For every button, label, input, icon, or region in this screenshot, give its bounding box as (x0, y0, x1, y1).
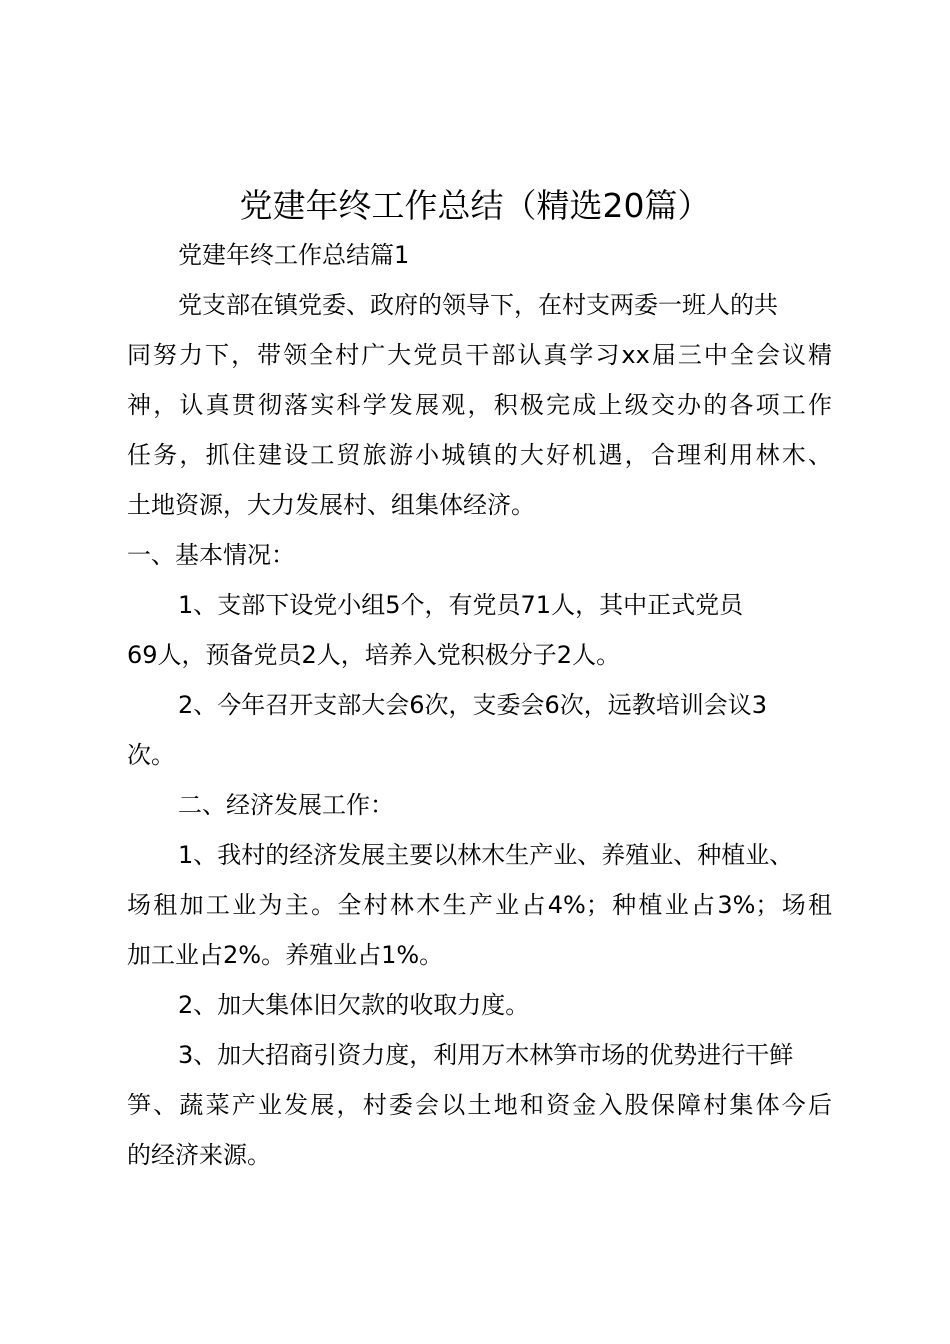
paragraph-line: 笋、蔬菜产业发展，村委会以土地和资金入股保障村集体今后 (127, 1091, 832, 1119)
paragraph-line: 2、今年召开支部大会6次，支委会6次，远教培训会议3 (178, 691, 768, 719)
paragraph-line: 党支部在镇党委、政府的领导下，在村支两委一班人的共 (178, 291, 778, 319)
section-heading: 一、基本情况： (127, 541, 295, 569)
paragraph-line: 次。 (127, 741, 175, 769)
paragraph-line: 神，认真贯彻落实科学发展观，积极完成上级交办的各项工作 (127, 391, 832, 419)
paragraph-line: 1、支部下设党小组5个，有党员71人，其中正式党员 (178, 591, 744, 619)
paragraph-line: 3、加大招商引资力度，利用万木林笋市场的优势进行干鲜 (178, 1041, 794, 1069)
paragraph-line: 69人，预备党员2人，培养入党积极分子2人。 (127, 641, 621, 669)
paragraph-line: 2、加大集体旧欠款的收取力度。 (178, 991, 530, 1019)
paragraph-line: 场租加工业为主。全村林木生产业占4%；种植业占3%；场租 (127, 891, 832, 919)
paragraph-line: 1、我村的经济发展主要以林木生产业、养殖业、种植业、 (178, 841, 794, 869)
paragraph-line: 同努力下，带领全村广大党员干部认真学习xx届三中全会议精 (127, 341, 832, 369)
paragraph-line: 加工业占2%。养殖业占1%。 (127, 941, 444, 969)
section-heading: 二、经济发展工作： (178, 791, 394, 819)
paragraph-line: 任务，抓住建设工贸旅游小城镇的大好机遇，合理利用林木、 (127, 441, 832, 469)
paragraph-line: 的经济来源。 (127, 1141, 271, 1169)
document-title: 党建年终工作总结（精选20篇） (239, 186, 711, 225)
paragraph-line: 土地资源，大力发展村、组集体经济。 (127, 491, 535, 519)
section-heading: 党建年终工作总结篇1 (178, 241, 410, 269)
